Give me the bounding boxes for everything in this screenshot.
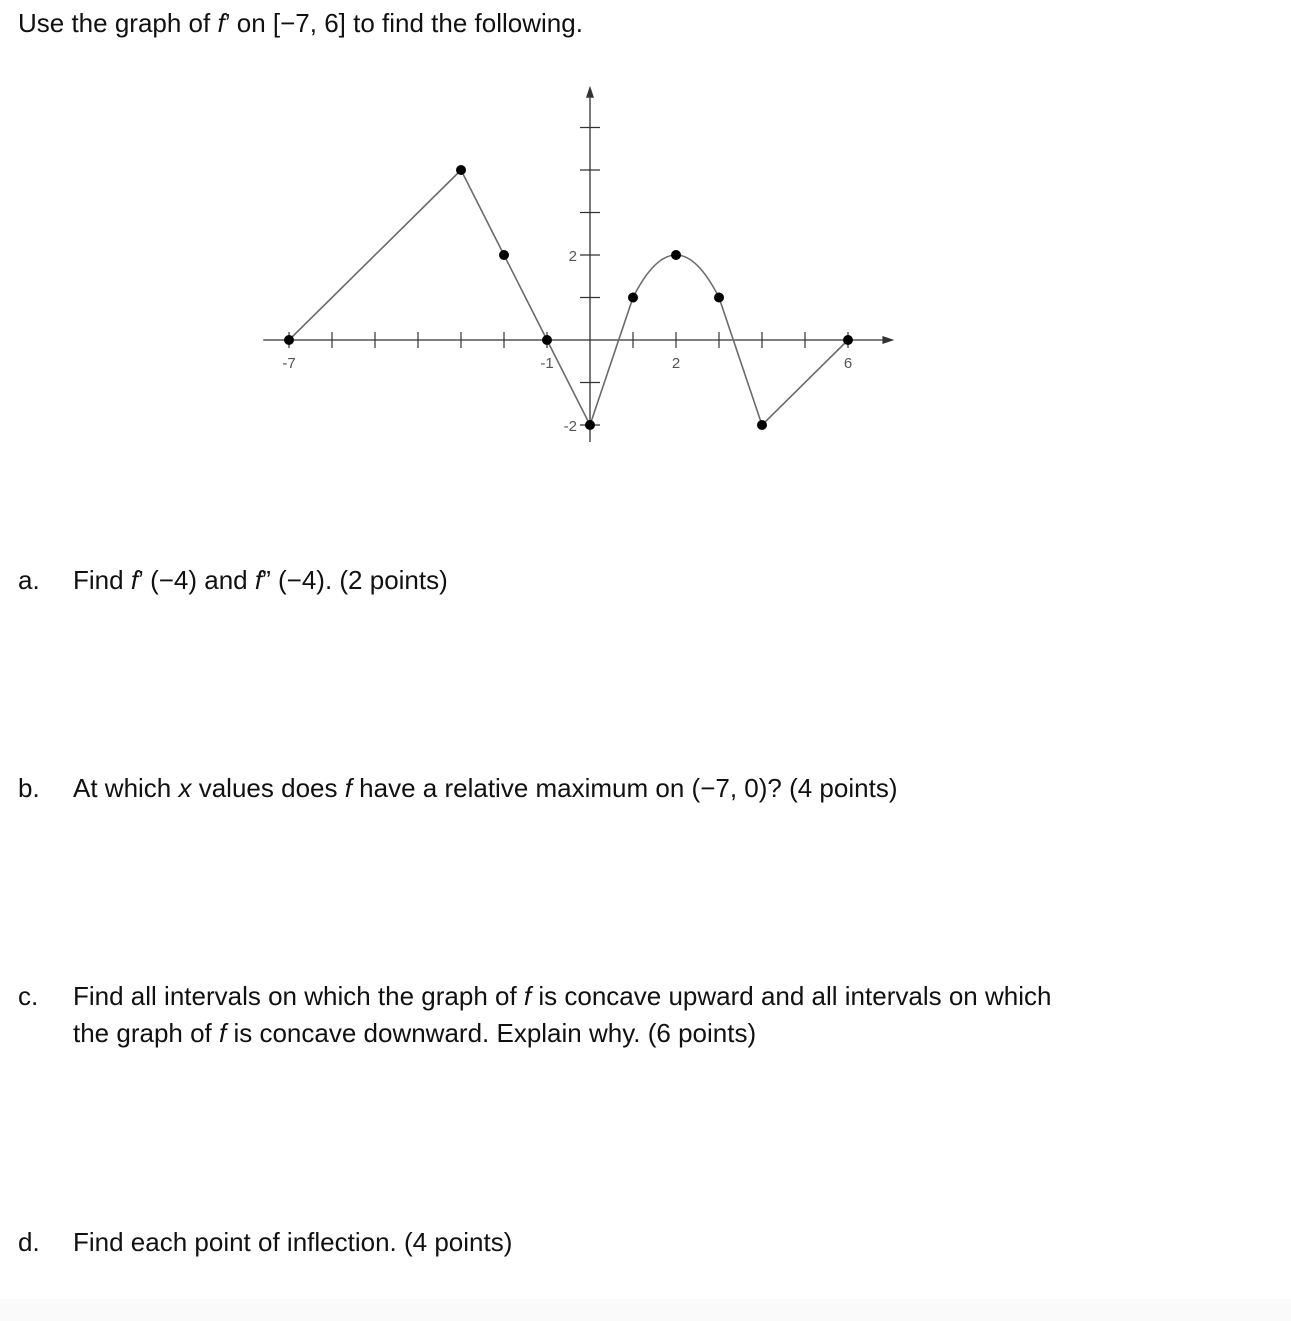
- text-segment: values does: [191, 773, 345, 803]
- data-point: [757, 420, 767, 430]
- title-text-end: on [−7, 6] to find the following.: [229, 8, 583, 38]
- x-tick-label: 6: [843, 355, 853, 372]
- data-point: [542, 335, 552, 345]
- function-f: f: [219, 1018, 227, 1048]
- question-a: [18, 562, 448, 599]
- data-point: [714, 293, 724, 303]
- text-segment: the graph of: [73, 1018, 219, 1048]
- y-tick-label: 2: [568, 248, 577, 265]
- text-segment: ” (−4). (2 points): [262, 565, 448, 595]
- derivative-graph: [0, 0, 1291, 560]
- function-f: f: [254, 565, 263, 595]
- x-axis-arrow: [882, 336, 894, 344]
- x-tick-label: -7: [282, 355, 296, 372]
- question-c-line-1: [73, 978, 1051, 1015]
- data-point: [284, 335, 294, 345]
- question-letter: a.: [18, 565, 40, 595]
- question-b-text: [73, 770, 897, 807]
- x-tick-label: 2: [671, 355, 681, 372]
- y-tick-label: -2: [563, 418, 577, 435]
- title-prime: ’: [224, 8, 230, 38]
- question-b: [18, 770, 897, 807]
- y-axis-arrow: [586, 86, 594, 98]
- function-f: f: [523, 981, 532, 1011]
- text-segment: Find each point of inflection. (4 points): [73, 1227, 513, 1257]
- text-segment: Find: [73, 565, 131, 595]
- data-point: [671, 250, 681, 260]
- question-d: [18, 1224, 512, 1261]
- data-point: [499, 250, 509, 260]
- question-d-text: [73, 1224, 512, 1261]
- question-a-text: [73, 562, 448, 599]
- data-point: [585, 420, 595, 430]
- question-c-text: [73, 978, 1051, 1052]
- function-f: f: [344, 773, 352, 803]
- f-prime-curve: [289, 170, 848, 425]
- data-point: [456, 165, 466, 175]
- data-point: [628, 293, 638, 303]
- bottom-band: [0, 1299, 1291, 1321]
- question-c-line-2: [73, 1015, 1051, 1052]
- question-c: [18, 978, 1051, 1052]
- text-segment: is concave upward and all intervals on which: [531, 981, 1052, 1011]
- text-segment: At which: [73, 773, 179, 803]
- text-segment: have a relative maximum on (−7, 0)? (4 points): [351, 773, 898, 803]
- data-point: [843, 335, 853, 345]
- question-letter: d.: [18, 1227, 40, 1257]
- text-segment: ’ (−4) and: [138, 565, 255, 595]
- question-letter: b.: [18, 773, 40, 803]
- text-segment: is concave downward. Explain why. (6 points): [226, 1018, 757, 1048]
- variable-x: x: [178, 773, 192, 803]
- text-segment: Find all intervals on which the graph of: [73, 981, 524, 1011]
- title-text-start: Use the graph of: [18, 8, 218, 38]
- title-function-f: f: [217, 8, 225, 38]
- x-tick-label: -1: [540, 355, 554, 372]
- question-letter: c.: [18, 981, 39, 1011]
- function-f: f: [130, 565, 139, 595]
